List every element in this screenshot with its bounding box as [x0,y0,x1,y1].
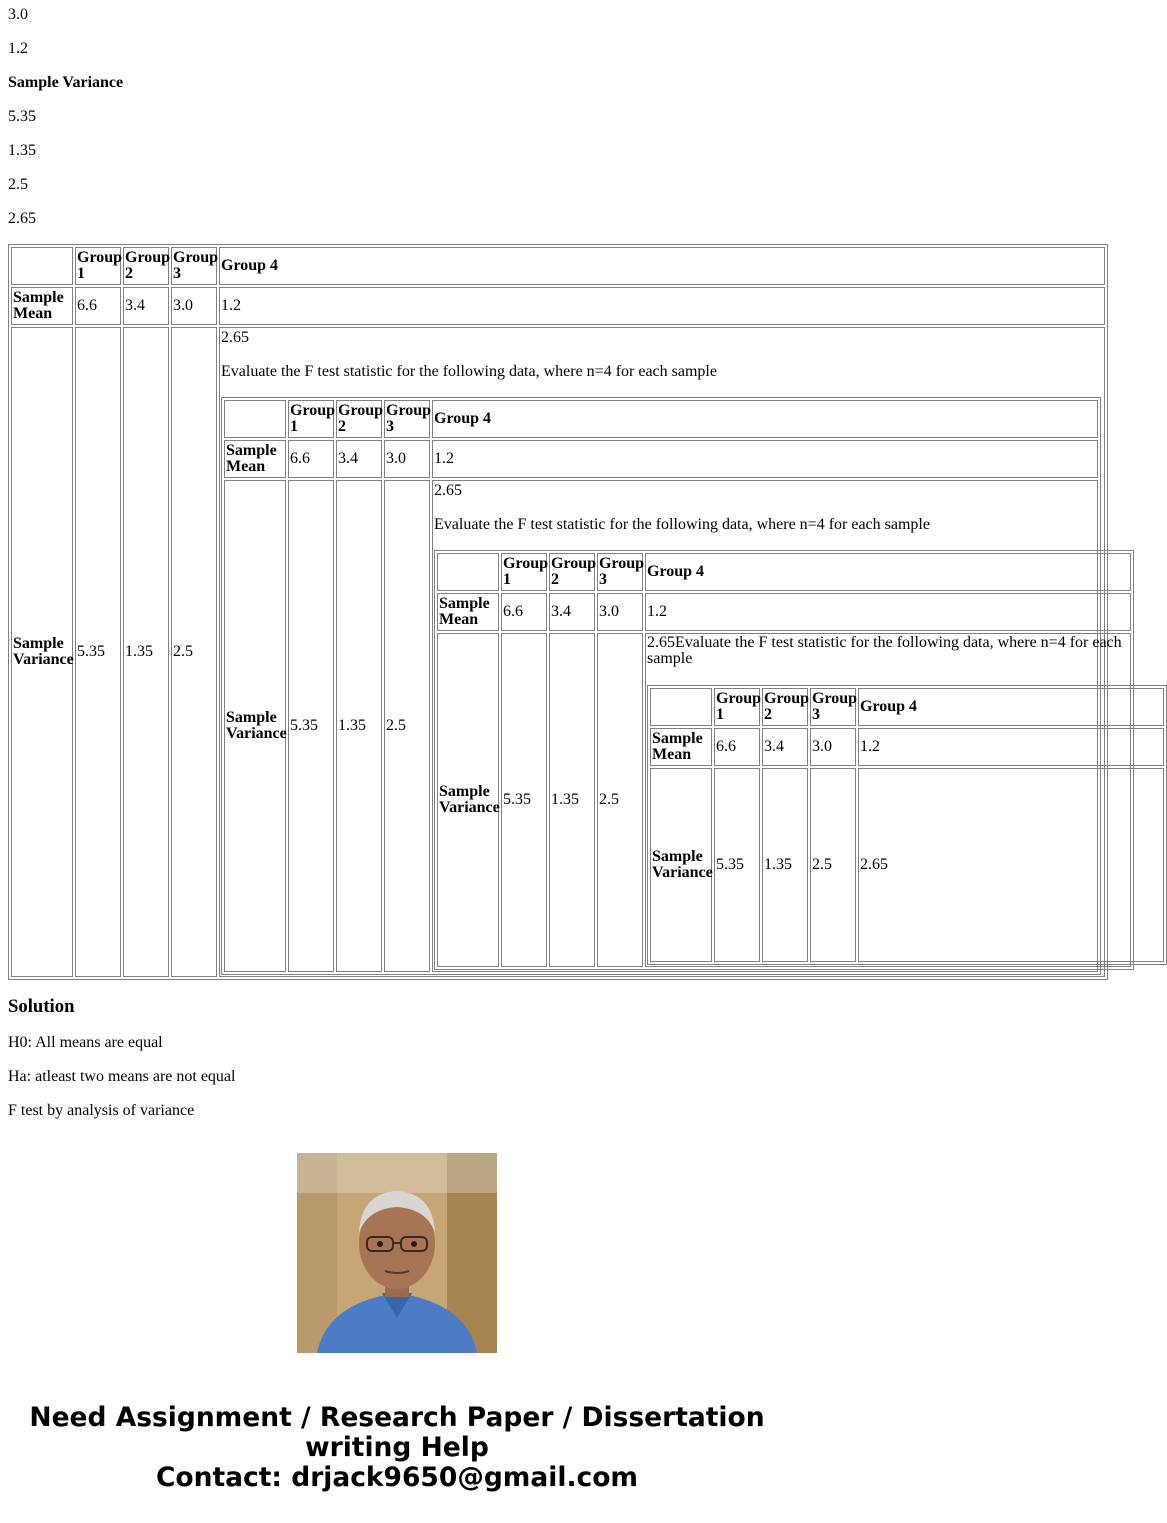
variance-group-4: 2.65 [434,482,462,499]
data-table-outer [8,244,1122,980]
variance-group-1: 5.35 [75,327,121,977]
row-label-mean: Sample Mean [11,287,73,325]
variance-group-4-cell [645,633,1131,967]
variance-group-3: 2.5 [171,327,217,977]
variance-group-3: 2.5 [597,633,643,967]
intro-mean-3: 3.0 [8,6,28,23]
variance-group-3: 2.5 [810,768,856,962]
solution-section [8,996,235,1136]
avatar-portrait [297,1153,497,1353]
solution-h0: H0: All means are equal [8,1034,163,1051]
solution-ha: Ha: atleast two means are not equal [8,1068,236,1085]
solution-method: F test by analysis of variance [8,1102,195,1119]
row-label-mean: Sample Mean [437,593,499,631]
header-group-1: Group 1 [714,688,760,726]
header-group-3: Group 3 [810,688,856,726]
variance-2: 1.35 [8,142,36,159]
data-table-level-4 [647,685,1167,965]
header-group-1: Group 1 [501,553,547,591]
mean-group-3: 3.0 [597,593,643,631]
row-label-mean: Sample Mean [650,728,712,766]
header-group-2: Group 2 [762,688,808,726]
mean-group-3: 3.0 [171,287,217,325]
row-label-variance: Sample Variance [437,633,499,967]
variance-group-2: 1.35 [123,327,169,977]
mean-group-2: 3.4 [549,593,595,631]
variance-group-1: 5.35 [501,633,547,967]
header-group-2: Group 2 [123,247,169,285]
row-label-mean: Sample Mean [224,440,286,478]
footer-contact: Contact: drjack9650@gmail.com [155,1462,639,1493]
variance-group-4: 2.65 [221,329,249,346]
mean-group-3: 3.0 [384,440,430,478]
variance-group-2: 1.35 [762,768,808,962]
mean-group-2: 3.4 [123,287,169,325]
corner-cell [11,247,73,285]
variance-4: 2.65 [8,210,36,227]
footer-help-text: Need Assignment / Research Paper / Dissertation writing Help [29,1402,765,1463]
data-table-level-3 [434,550,1134,970]
header-group-4: Group 4 [645,553,1131,591]
variance-group-3: 2.5 [384,480,430,972]
sample-variance-heading: Sample Variance [8,74,124,91]
header-group-2: Group 2 [549,553,595,591]
header-group-4: Group 4 [858,688,1164,726]
header-group-3: Group 3 [171,247,217,285]
nested-table-region [8,244,1122,978]
variance-and-question: 2.65Evaluate the F test statistic for the following data, where n=4 for each sample [647,634,1122,667]
header-group-3: Group 3 [597,553,643,591]
variance-group-1: 5.35 [288,480,334,972]
data-table-level-2 [221,397,1122,975]
variance-1: 5.35 [8,108,36,125]
variance-3: 2.5 [8,176,28,193]
mean-group-4: 1.2 [645,593,1131,631]
mean-group-1: 6.6 [75,287,121,325]
mean-group-3: 3.0 [810,728,856,766]
header-group-2: Group 2 [336,400,382,438]
intro-mean-4: 1.2 [8,40,28,57]
mean-group-4: 1.2 [432,440,1098,478]
variance-group-2: 1.35 [549,633,595,967]
avatar [297,1153,497,1353]
solution-heading: Solution [8,996,75,1017]
row-label-variance: Sample Variance [224,480,286,972]
question-text: Evaluate the F test statistic for the following data, where n=4 for each sample [221,363,717,380]
header-group-4: Group 4 [219,247,1105,285]
row-label-variance: Sample Variance [650,768,712,962]
mean-group-4: 1.2 [858,728,1164,766]
corner-cell [224,400,286,438]
mean-group-1: 6.6 [288,440,334,478]
mean-group-2: 3.4 [336,440,382,478]
variance-group-1: 5.35 [714,768,760,962]
row-label-variance: Sample Variance [11,327,73,977]
variance-group-4-cell [432,480,1122,972]
mean-group-1: 6.6 [501,593,547,631]
question-text: Evaluate the F test statistic for the following data, where n=4 for each sample [434,516,930,533]
footer-banner [0,1403,794,1493]
header-group-3: Group 3 [384,400,430,438]
header-group-1: Group 1 [288,400,334,438]
variance-group-4: 2.65 [858,768,1164,962]
intro-values [8,0,794,244]
variance-group-2: 1.35 [336,480,382,972]
header-group-1: Group 1 [75,247,121,285]
mean-group-2: 3.4 [762,728,808,766]
corner-cell [437,553,499,591]
variance-group-4-cell [219,327,1122,977]
corner-cell [650,688,712,726]
mean-group-1: 6.6 [714,728,760,766]
header-group-4: Group 4 [432,400,1098,438]
mean-group-4: 1.2 [219,287,1105,325]
